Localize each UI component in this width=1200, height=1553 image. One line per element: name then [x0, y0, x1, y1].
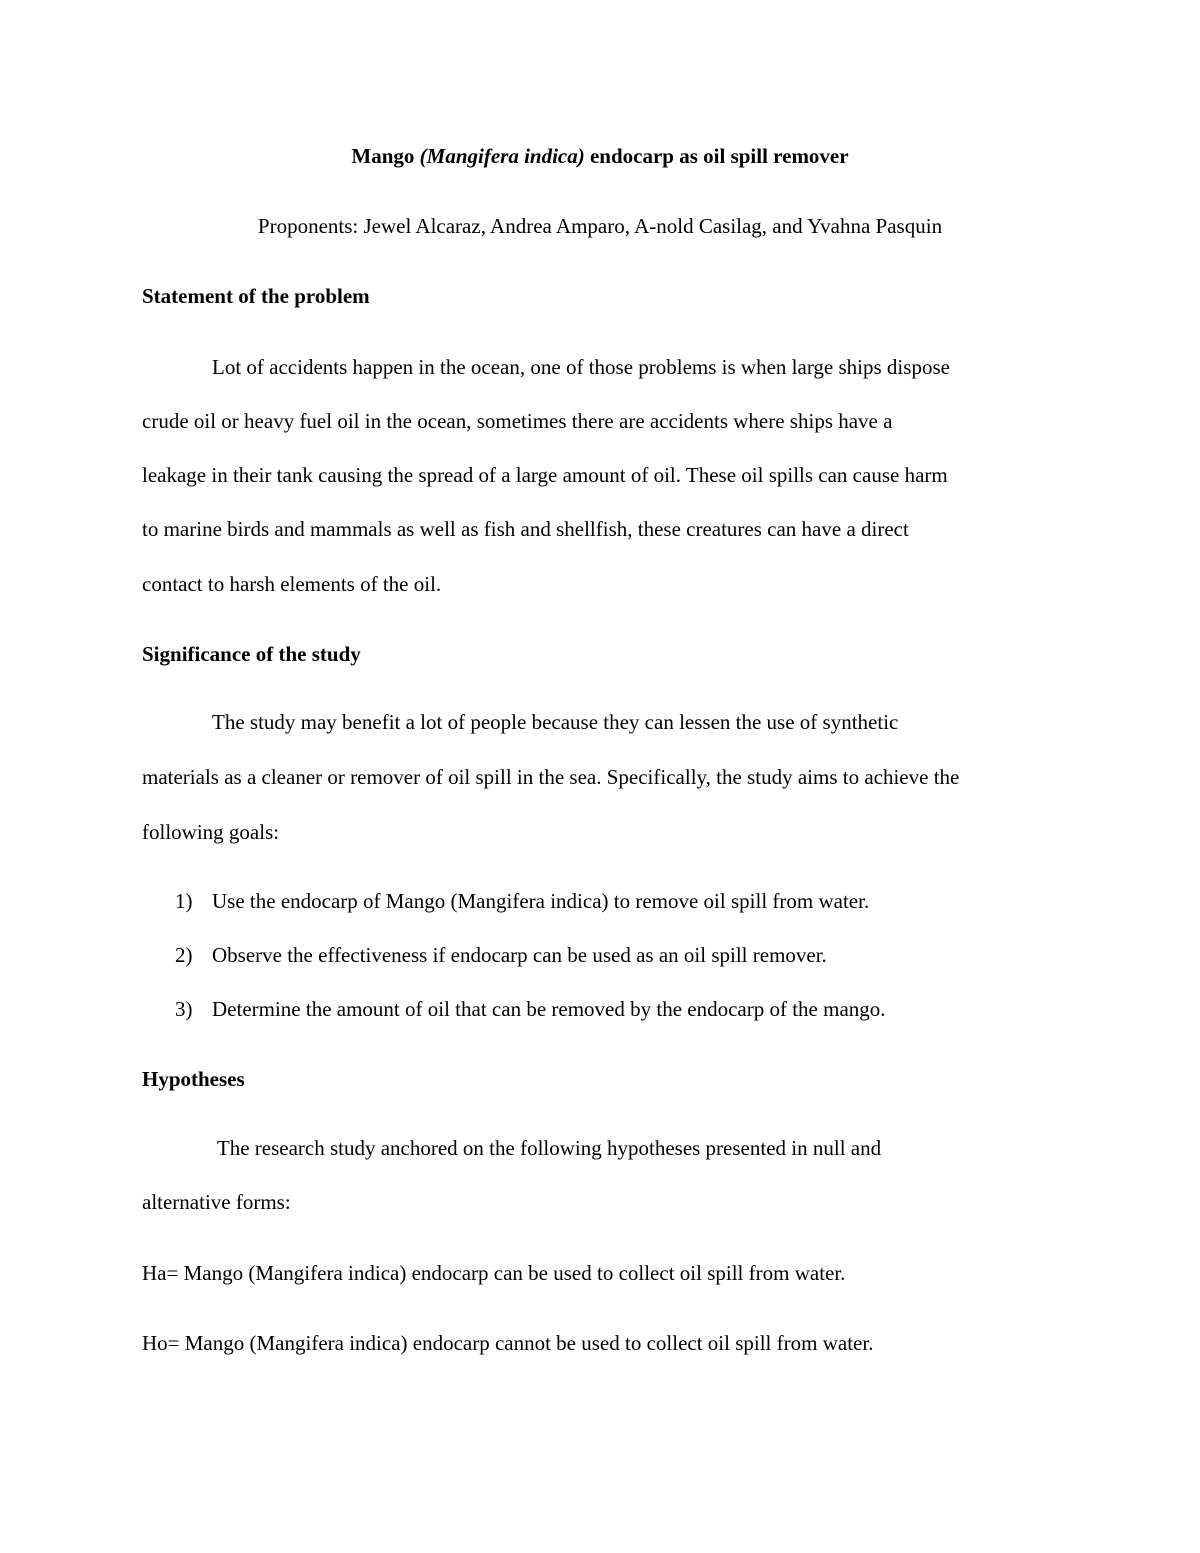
- hypotheses-line-1: The research study anchored on the following hypotheses presented in null and: [212, 1136, 882, 1160]
- title-pre: Mango: [351, 144, 420, 168]
- statement-heading: Statement of the problem: [142, 284, 370, 308]
- goal-number-1: 1): [175, 889, 193, 913]
- alternative-hypothesis: Ha= Mango (Mangifera indica) endocarp can be used to collect oil spill from water.: [142, 1261, 846, 1285]
- statement-line-1: Lot of accidents happen in the ocean, one of those problems is when large ships dispose: [212, 355, 950, 379]
- proponents-line: Proponents: Jewel Alcaraz, Andrea Amparo, A-nold Casilag, and Yvahna Pasquin: [257, 214, 943, 238]
- hypotheses-heading: Hypotheses: [142, 1067, 245, 1091]
- statement-line-5: contact to harsh elements of the oil.: [142, 572, 442, 596]
- title-italic: (Mangifera indica): [419, 144, 585, 168]
- statement-line-2: crude oil or heavy fuel oil in the ocean, sometimes there are accidents where ships have a: [142, 409, 893, 433]
- significance-line-1: The study may benefit a lot of people because they can lessen the use of synthetic: [212, 710, 899, 734]
- significance-line-3: following goals:: [142, 820, 280, 844]
- goal-number-3: 3): [175, 997, 193, 1021]
- goal-number-2: 2): [175, 943, 193, 967]
- statement-line-3: leakage in their tank causing the spread of a large amount of oil. These oil spills can cause harm: [142, 463, 948, 487]
- document-title: [0, 146, 1200, 167]
- goal-text-1: Use the endocarp of Mango (Mangifera indica) to remove oil spill from water.: [212, 889, 870, 913]
- hypotheses-line-2: alternative forms:: [142, 1190, 291, 1214]
- statement-line-4: to marine birds and mammals as well as fish and shellfish, these creatures can have a direct: [142, 517, 909, 541]
- goal-text-3: Determine the amount of oil that can be removed by the endocarp of the mango.: [212, 997, 886, 1021]
- goal-text-2: Observe the effectiveness if endocarp can be used as an oil spill remover.: [212, 943, 827, 967]
- null-hypothesis: Ho= Mango (Mangifera indica) endocarp cannot be used to collect oil spill from water.: [142, 1331, 874, 1355]
- significance-line-2: materials as a cleaner or remover of oil spill in the sea. Specifically, the study aims to achieve the: [142, 765, 960, 789]
- significance-heading: Significance of the study: [142, 642, 361, 666]
- title-post: endocarp as oil spill remover: [584, 144, 849, 168]
